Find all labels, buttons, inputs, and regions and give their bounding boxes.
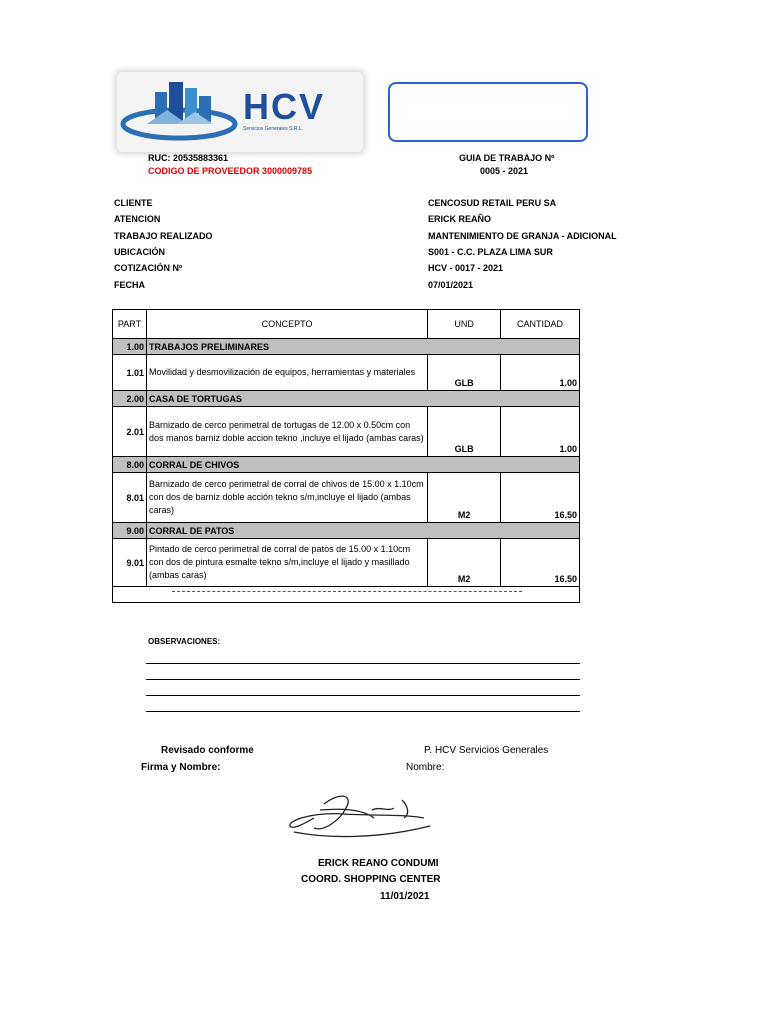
info-value-cotizacion: HCV - 0017 - 2021 [428,263,504,273]
table-row [113,355,580,391]
company-logo [117,72,363,152]
info-value-atencion: ERICK REAÑO [428,214,492,224]
info-label-ubicacion: UBICACIÓN [114,247,165,257]
section-title: CORRAL DE PATOS [146,523,579,539]
observation-line [146,663,580,664]
header-part: PART [113,310,147,339]
section-row [113,457,580,473]
observation-line [146,695,580,696]
header-qty: CANTIDAD [501,310,580,339]
table-row [113,473,580,523]
right-name-label: Nombre: [406,762,445,773]
section-number: 2.00 [113,391,147,407]
table-dashed-rule [172,591,522,592]
item-number: 9.01 [113,539,147,587]
item-quantity: 1.00 [501,355,580,391]
document-number-box [388,82,588,142]
info-label-atencion: ATENCION [114,214,161,224]
item-unit: GLB [428,407,501,457]
section-title: CASA DE TORTUGAS [146,391,579,407]
item-unit: GLB [428,355,501,391]
section-number: 8.00 [113,457,147,473]
observation-line [146,679,580,680]
ruc-text: RUC: 20535883361 [148,153,229,163]
table-footer-cell [113,587,580,603]
guide-title: GUIA DE TRABAJO Nº [459,153,555,163]
section-number: 9.00 [113,523,147,539]
guide-number: 0005 - 2021 [480,166,529,176]
item-quantity: 16.50 [501,539,580,587]
work-items-table [112,309,580,603]
table-row [113,407,580,457]
item-number: 8.01 [113,473,147,523]
info-value-cliente: CENCOSUD RETAIL PERU SA [428,198,557,208]
header-concept: CONCEPTO [146,310,427,339]
signer-role: COORD. SHOPPING CENTER [301,874,441,885]
left-name-label: Firma y Nombre: [141,762,221,773]
section-title: TRABAJOS PRELIMINARES [146,339,579,355]
info-label-fecha: FECHA [114,280,145,290]
item-unit: M2 [428,473,501,523]
section-row [113,523,580,539]
item-description: Barnizado de cerco perimetral de tortugas de 12.00 x 0.50cm con dos manos barniz doble accion tekno ,incluye el lijado (ambas caras) [146,407,427,457]
company-sign-title: P. HCV Servicios Generales [424,745,549,756]
section-title: CORRAL DE CHIVOS [146,457,579,473]
table-row [113,539,580,587]
section-row [113,339,580,355]
logo-text: HCV [243,86,326,127]
signed-date: 11/01/2021 [380,891,430,902]
reviewed-title: Revisado conforme [161,745,254,756]
info-label-cliente: CLIENTE [114,198,153,208]
observations-label: OBSERVACIONES: [148,637,221,646]
item-number: 2.01 [113,407,147,457]
info-value-ubicacion: S001 - C.C. PLAZA LIMA SUR [428,247,553,257]
item-description: Barnizado de cerco perimetral de corral de chivos de 15.00 x 1.10cm con dos de barniz doble acción tekno s/m,incluye el lijado (ambas caras) [146,473,427,523]
section-row [113,391,580,407]
info-value-trabajo: MANTENIMIENTO DE GRANJA - ADICIONAL [428,231,617,241]
info-label-trabajo: TRABAJO REALIZADO [114,231,213,241]
provider-code: CODIGO DE PROVEEDOR 3000009785 [148,166,313,176]
section-number: 1.00 [113,339,147,355]
signer-name: ERICK REANO CONDUMI [318,858,439,869]
item-unit: M2 [428,539,501,587]
observation-line [146,711,580,712]
item-quantity: 16.50 [501,473,580,523]
item-description: Pintado de cerco perimetral de corral de patos de 15.00 x 1.10cm con dos de pintura esmalte tekno s/m,incluye el lijado y masillado (ambas caras) [146,539,427,587]
item-description: Movilidad y desmovilización de equipos, herramientas y materiales [146,355,427,391]
buildings-logo-icon [117,72,363,152]
handwritten-signature-icon [284,788,440,848]
item-number: 1.01 [113,355,147,391]
info-value-fecha: 07/01/2021 [428,280,474,290]
info-label-cotizacion: COTIZACIÓN Nº [114,263,183,273]
logo-subtitle: Servicios Generales S.R.L. [243,126,304,132]
table-header-row [113,310,580,339]
table-footer-row [113,587,580,603]
header-unit: UND [428,310,501,339]
item-quantity: 1.00 [501,407,580,457]
